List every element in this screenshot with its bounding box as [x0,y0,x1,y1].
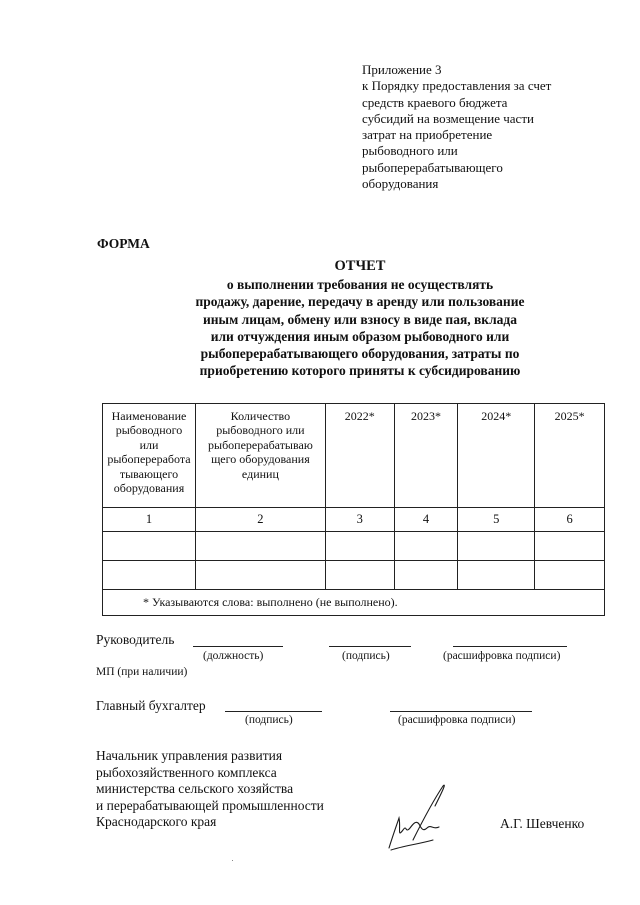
header-text: щего оборудования [211,452,310,467]
report-title [120,258,600,379]
header-text: или [139,437,159,452]
table-cell[interactable] [195,561,325,590]
annex-line: затрат на приобретение [362,127,493,143]
header-cell-quantity [195,404,325,508]
official-line: Начальник управления развития [96,748,283,763]
title-line: рыбоперерабатывающего оборудования, затраты по [200,346,520,362]
accountant-decoding-caption: (расшифровка подписи) [398,714,516,726]
accountant-label: Главный бухгалтер [96,698,206,713]
title-line: продажу, дарение, передачу в аренду или пользование [195,294,525,310]
table-cell[interactable] [325,532,394,561]
handwritten-signature [383,780,453,855]
position-line[interactable] [193,646,283,647]
header-text: рыбоводного [115,423,183,438]
header-text: 2023* [411,409,442,423]
table-cell[interactable] [394,561,458,590]
annex-line: средств краевого бюджета [362,94,508,110]
table-cell[interactable] [195,532,325,561]
column-number: 4 [394,508,458,532]
table-cell[interactable] [103,532,196,561]
accountant-signature-line[interactable] [225,711,322,712]
header-text: тывающего [119,466,179,481]
header-cell-2025 [535,404,605,508]
annex-line: к Порядку предоставления за счет [362,78,552,94]
header-text: оборудования [113,481,185,496]
signature-caption: (подпись) [342,650,390,662]
header-text: Количество [230,409,291,423]
signature-line[interactable] [329,646,411,647]
report-table [102,403,605,616]
title-line: или отчуждения иным образом рыбоводного или [210,328,510,344]
header-cell-2023 [394,404,458,508]
column-number: 5 [458,508,535,532]
header-cell-2022 [325,404,394,508]
annex-line: рыбоводного или [362,143,458,159]
column-number: 6 [535,508,605,532]
header-text: 2022* [344,409,375,423]
position-caption: (должность) [203,650,264,662]
annex-line: рыбоперерабатывающего [362,159,503,175]
official-name: А.Г. Шевченко [500,816,585,831]
table-row [103,561,605,590]
official-position [96,748,324,831]
header-text: единиц [241,466,279,481]
form-label: ФОРМА [97,236,150,251]
header-text: 2025* [554,409,585,423]
decoding-line[interactable] [453,646,567,647]
table-row [103,532,605,561]
table-cell[interactable] [535,532,605,561]
header-text: рыбоводного или [216,423,305,438]
column-number: 2 [195,508,325,532]
report-heading: ОТЧЕТ [334,258,386,274]
accountant-signature-caption: (подпись) [245,714,293,726]
accountant-decoding-line[interactable] [390,711,532,712]
table-footnote: * Указываются слова: выполнено (не выполнено). [103,590,605,616]
annex-line: оборудования [362,176,439,192]
scan-speck [232,860,233,861]
table-cell[interactable] [458,561,535,590]
table-cell[interactable] [458,532,535,561]
annex-line: Приложение 3 [362,62,442,77]
header-cell-2024 [458,404,535,508]
head-label: Руководитель [96,632,175,647]
table-cell[interactable] [394,532,458,561]
table-cell[interactable] [325,561,394,590]
official-line: и перерабатывающей промышленности [96,797,324,813]
header-cell-name [103,404,196,508]
column-number: 1 [103,508,196,532]
header-text: Наименование [111,409,187,423]
stamp-label: МП (при наличии) [96,666,188,678]
title-line: о выполнении требования не осуществлять [226,277,494,293]
table-note-row [103,590,605,616]
column-number: 3 [325,508,394,532]
official-line: рыбохозяйственного комплекса [96,764,277,780]
title-line: приобретению которого приняты к субсидированию [199,363,521,379]
annex-header [362,62,551,192]
annex-line: субсидий на возмещение части [362,110,534,126]
header-text: рыбоперерабатываю [208,437,313,452]
title-line: иным лицам, обмену или взносу в виде пая, вклада [203,311,517,327]
official-line: министерства сельского хозяйства [96,781,294,797]
column-number-row [103,508,605,532]
decoding-caption: (расшифровка подписи) [443,650,561,662]
table-cell[interactable] [103,561,196,590]
header-text: рыбопереработа [107,452,191,467]
table-header-row [103,404,605,508]
table-cell[interactable] [535,561,605,590]
header-text: 2024* [481,409,512,423]
official-line: Краснодарского края [96,814,217,830]
